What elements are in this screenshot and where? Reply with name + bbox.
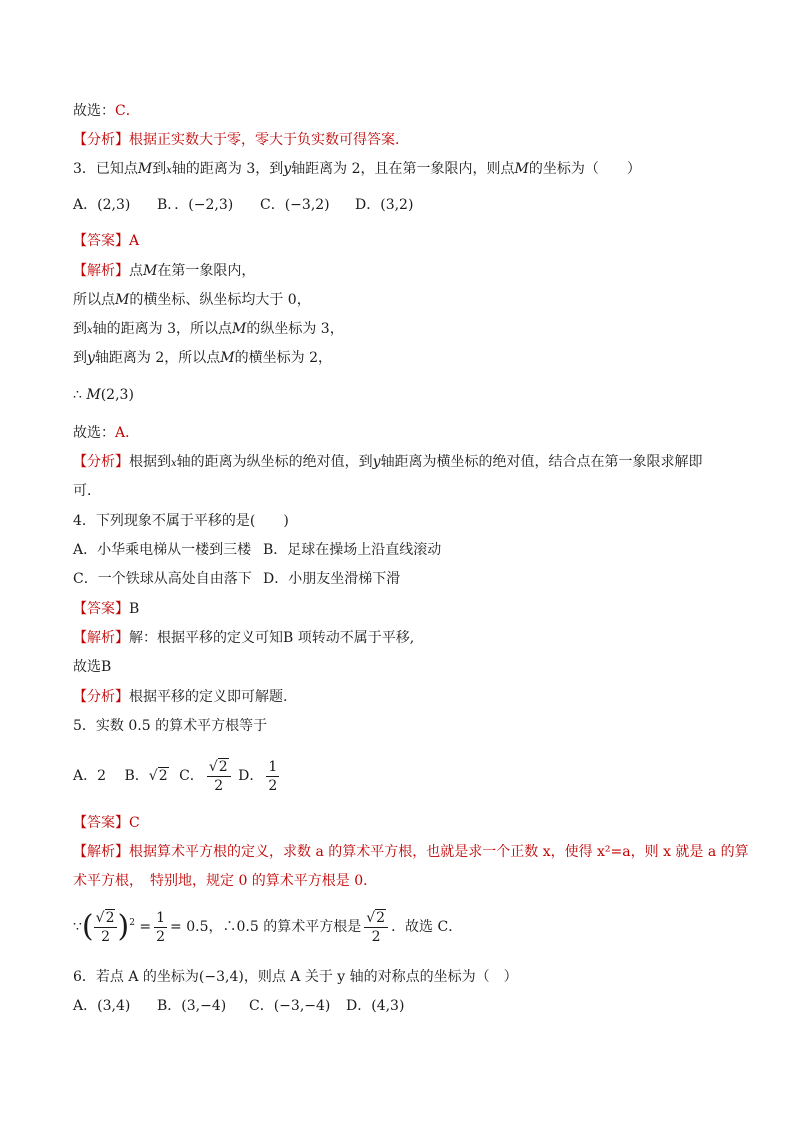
expl-text: 点 bbox=[129, 263, 143, 279]
answer-tag: 【答案】 bbox=[73, 233, 129, 249]
analysis-text: 根据正实数大于零，零大于负实数可得答案． bbox=[129, 132, 409, 148]
explanation-text: 解：根据平移的定义可知B 项转动不属于平移, bbox=[129, 630, 415, 646]
option-value: (−3,2) bbox=[284, 197, 330, 213]
var-y: y bbox=[283, 161, 292, 177]
q3-stem-part: 的坐标为（ ） bbox=[528, 161, 641, 177]
choose-value: A． bbox=[115, 425, 140, 441]
conclusion-text: ．故选 C． bbox=[391, 919, 463, 935]
explanation-tag: 【解析】 bbox=[73, 630, 129, 646]
q5-options bbox=[73, 754, 734, 798]
analysis-tag: 【分析】 bbox=[73, 689, 129, 705]
q3-answer bbox=[73, 231, 734, 251]
analysis-text: 轴距离为横坐标的绝对值，结合点在第一象限求解即 bbox=[380, 454, 703, 470]
option-label: A． bbox=[73, 768, 98, 784]
option-label: A． bbox=[73, 197, 98, 213]
q5-stem bbox=[73, 716, 734, 736]
option-value: (−2,3) bbox=[188, 197, 234, 213]
option-value: (−3,−4) bbox=[273, 998, 331, 1014]
radicand: 2 bbox=[218, 758, 228, 775]
analysis-tag: 【分析】 bbox=[73, 132, 129, 148]
fraction-sqrt2-over-2 bbox=[207, 758, 231, 795]
q4-analysis bbox=[73, 687, 734, 707]
q3-option-b bbox=[157, 195, 260, 215]
q3-expl-line-1 bbox=[73, 261, 734, 281]
answer-tag: 【答案】 bbox=[73, 601, 129, 617]
option-label: C． bbox=[179, 768, 204, 784]
fraction-one-half bbox=[154, 909, 167, 946]
fraction-one-half bbox=[266, 758, 279, 795]
var-M: M bbox=[143, 263, 158, 279]
q3-stem-part: 3．已知点 bbox=[73, 161, 138, 177]
radicand: 2 bbox=[105, 909, 115, 926]
fraction-denominator: 2 bbox=[371, 928, 381, 945]
q5-stem-text: 5．实数 0.5 的算术平方根等于 bbox=[73, 718, 268, 734]
explanation-text: 根据算术平方根的定义，求数 a 的算术平方根，也就是求一个正数 x，使得 x²=a，则 x 就是 a 的算 bbox=[129, 844, 749, 860]
therefore-text: ∴0.5 的算术平方根是 bbox=[222, 919, 362, 935]
q3-option-d bbox=[355, 195, 413, 215]
q4-option-d: D．小朋友坐滑梯下滑 bbox=[263, 571, 401, 587]
expl-text: 的纵坐标为 3， bbox=[246, 321, 344, 337]
therefore-value: (2,3) bbox=[100, 387, 134, 403]
q2-choose-line bbox=[73, 101, 734, 121]
option-label: C． bbox=[249, 998, 274, 1014]
answer-value: B bbox=[129, 601, 140, 617]
option-label: D． bbox=[346, 998, 372, 1014]
expl-text: 的横坐标、纵坐标均大于 0， bbox=[129, 292, 311, 308]
radicand: 2 bbox=[158, 768, 168, 784]
q5-proof bbox=[73, 905, 734, 949]
q6-option-a bbox=[73, 996, 157, 1016]
expl-text: 轴距离为 2，所以点 bbox=[94, 350, 221, 366]
var-x: x bbox=[87, 325, 93, 336]
choose-label: 故选： bbox=[73, 103, 115, 119]
var-M: M bbox=[137, 161, 153, 177]
expl-text: 轴的距离为 3，所以点 bbox=[92, 321, 232, 337]
q3-option-c bbox=[260, 195, 355, 215]
choose-value: C． bbox=[115, 103, 140, 119]
var-y: y bbox=[87, 350, 95, 366]
therefore-symbol: ∴ bbox=[73, 387, 82, 403]
explanation-text: 术平方根， 特别地，规定 0 的算术平方根是 0． bbox=[73, 873, 378, 889]
option-label: B． bbox=[157, 998, 182, 1014]
var-y: y bbox=[372, 454, 381, 470]
fraction-numerator bbox=[94, 909, 118, 928]
fraction-denominator: 2 bbox=[156, 928, 166, 945]
because-symbol: ∵ bbox=[73, 919, 82, 935]
q4-option-c: C．一个铁球从高处自由落下 bbox=[73, 571, 252, 587]
var-M: M bbox=[220, 350, 235, 366]
fraction-denominator: 2 bbox=[268, 777, 278, 794]
var-M: M bbox=[115, 292, 130, 308]
fraction-numerator: 1 bbox=[156, 909, 166, 926]
choose-label: 故选： bbox=[73, 425, 115, 441]
option-value: 2 bbox=[97, 768, 107, 784]
q4-options-row-2 bbox=[73, 569, 734, 589]
q3-expl-line-2 bbox=[73, 290, 734, 310]
fraction-sqrt2-over-2 bbox=[364, 909, 388, 946]
q2-analysis-line bbox=[73, 130, 734, 150]
q3-analysis-line-2 bbox=[73, 481, 734, 501]
option-value: (3,−4) bbox=[181, 998, 227, 1014]
option-value: (3,4) bbox=[97, 998, 131, 1014]
sqrt-two: √2 bbox=[148, 768, 168, 784]
left-paren: ( bbox=[81, 909, 94, 944]
q5-explanation-line-2 bbox=[73, 871, 734, 891]
answer-value: A bbox=[129, 233, 140, 249]
var-x: x bbox=[166, 165, 172, 176]
q3-stem-part: 轴距离为 2，且在第一象限内，则点 bbox=[291, 161, 515, 177]
q6-option-c bbox=[249, 996, 346, 1016]
explanation-tag: 【解析】 bbox=[73, 844, 129, 860]
q3-stem-part: 到 bbox=[152, 161, 167, 177]
q6-option-d bbox=[346, 996, 404, 1016]
var-x: x bbox=[171, 458, 177, 469]
q6-stem bbox=[73, 967, 734, 987]
fraction-numerator bbox=[364, 909, 388, 928]
q6-stem-text: 6．若点 A 的坐标为(−3,4)，则点 A 关于 y 轴的对称点的坐标为（ ） bbox=[73, 969, 518, 985]
fraction-numerator: 1 bbox=[268, 758, 278, 775]
equation-tail: = 0.5， bbox=[170, 919, 223, 935]
analysis-text: 轴的距离为纵坐标的绝对值，到 bbox=[176, 454, 373, 470]
var-M: M bbox=[514, 161, 529, 177]
choose-label: 故选B bbox=[73, 659, 112, 675]
analysis-text: 根据到 bbox=[129, 454, 171, 470]
var-M: M bbox=[86, 387, 101, 403]
analysis-tag: 【分析】 bbox=[73, 454, 129, 470]
option-label: B．． bbox=[157, 197, 189, 213]
q4-stem bbox=[73, 511, 734, 531]
radicand: 2 bbox=[376, 909, 386, 926]
q3-therefore bbox=[73, 385, 734, 405]
fraction-denominator: 2 bbox=[101, 928, 111, 945]
equals-sign: = bbox=[139, 919, 152, 935]
expl-text: 所以点 bbox=[73, 292, 115, 308]
expl-text: 在第一象限内， bbox=[157, 263, 256, 279]
q3-options bbox=[73, 195, 734, 215]
q5-explanation-line-1 bbox=[73, 842, 749, 862]
q5-answer bbox=[73, 813, 734, 833]
q4-stem-text: 4．下列现象不属于平移的是( ) bbox=[73, 513, 289, 529]
analysis-text: 根据平移的定义即可解题. bbox=[129, 689, 288, 705]
expl-text: 到 bbox=[73, 350, 87, 366]
q3-option-a bbox=[73, 195, 157, 215]
fraction-sqrt2-over-2 bbox=[94, 909, 118, 946]
q3-expl-line-3 bbox=[73, 319, 734, 341]
q3-expl-line-4 bbox=[73, 348, 734, 368]
right-paren: ) bbox=[117, 909, 130, 944]
option-label: C． bbox=[260, 197, 285, 213]
q6-option-b bbox=[157, 996, 249, 1016]
sqrt-two: √2 bbox=[208, 758, 228, 775]
q4-option-a: A．小华乘电梯从一楼到三楼 bbox=[73, 542, 252, 558]
expl-text: 的横坐标为 2， bbox=[234, 350, 332, 366]
q3-analysis-line-1 bbox=[73, 452, 734, 474]
option-value: (2,3) bbox=[97, 197, 131, 213]
option-value: (4,3) bbox=[371, 998, 405, 1014]
q3-stem-part: 轴的距离为 3，到 bbox=[171, 161, 284, 177]
answer-tag: 【答案】 bbox=[73, 815, 129, 831]
sqrt-two: √2 bbox=[95, 909, 115, 926]
q4-option-b: B．足球在操场上沿直线滚动 bbox=[263, 542, 442, 558]
q3-choose bbox=[73, 423, 734, 443]
q4-choose bbox=[73, 657, 734, 677]
q4-options-row-1 bbox=[73, 540, 734, 560]
explanation-tag: 【解析】 bbox=[73, 263, 129, 279]
expl-text: 到 bbox=[73, 321, 87, 337]
option-label: B． bbox=[124, 768, 149, 784]
fraction-denominator: 2 bbox=[214, 777, 224, 794]
answer-value: C bbox=[129, 815, 140, 831]
option-label: D． bbox=[238, 768, 264, 784]
option-value: (3,2) bbox=[380, 197, 414, 213]
q4-answer bbox=[73, 599, 734, 619]
option-label: D． bbox=[355, 197, 381, 213]
q6-options bbox=[73, 996, 734, 1016]
var-M: M bbox=[232, 321, 247, 337]
sqrt-two: √2 bbox=[366, 909, 386, 926]
option-label: A． bbox=[73, 998, 98, 1014]
fraction-numerator bbox=[207, 758, 231, 777]
q4-explanation bbox=[73, 628, 734, 648]
analysis-text: 可． bbox=[73, 483, 101, 499]
q3-stem bbox=[73, 159, 734, 181]
exponent: 2 bbox=[129, 918, 135, 928]
